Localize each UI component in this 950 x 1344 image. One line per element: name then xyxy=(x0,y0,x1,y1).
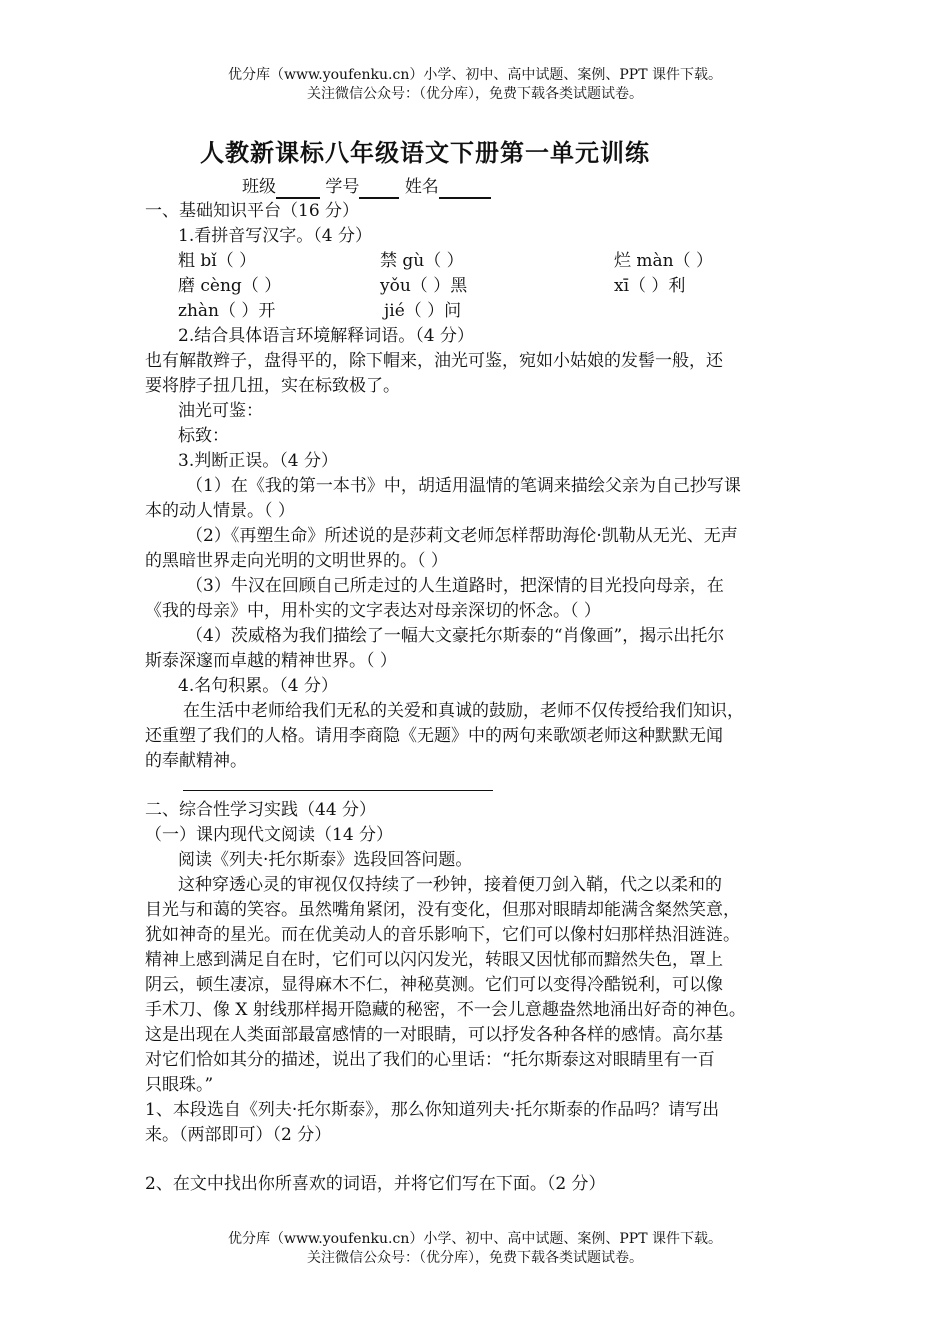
q4-text: 还重塑了我们的人格。请用李商隐《无题》中的两句来歌颂老师这种默默无闻 xyxy=(145,726,723,746)
q4-heading: 4.名句积累。（4 分） xyxy=(178,676,338,696)
q2-text: 要将脖子扭几扭，实在标致极了。 xyxy=(145,376,400,396)
pinyin-item: jié（ ）问 xyxy=(384,301,462,321)
number-label: 学号 xyxy=(325,177,360,197)
q4-text: 在生活中老师给我们无私的关爱和真诚的鼓励，老师不仅传授给我们知识， xyxy=(183,701,744,721)
pinyin-item: xī（ ）利 xyxy=(614,276,686,296)
q3-statement: （2）《再塑生命》所述说的是莎莉文老师怎样帮助海伦·凯勒从无光、无声 xyxy=(186,526,738,546)
passage-line: 这种穿透心灵的审视仅仅持续了一秒钟，接着便刀剑入鞘，代之以柔和的 xyxy=(178,875,722,895)
q3-statement: （1）在《我的第一本书》中，胡适用温情的笔调来描绘父亲为自己抄写课 xyxy=(186,476,741,496)
q1-heading: 1.看拼音写汉字。（4 分） xyxy=(178,226,372,246)
header-line-2: 关注微信公众号：（优分库），免费下载各类试题试卷。 xyxy=(307,86,643,102)
reading-question-1: 1、本段选自《列夫·托尔斯泰》，那么你知道列夫·托尔斯泰的作品吗？请写出 xyxy=(145,1100,720,1120)
q3-statement: 的黑暗世界走向光明的文明世界的。（ ） xyxy=(145,551,448,571)
pinyin-item: yǒu（ ）黑 xyxy=(380,276,468,296)
header-line-1: 优分库（www.youfenku.cn）小学、初中、高中试题、案例、PPT 课件下载。 xyxy=(227,67,722,83)
pinyin-item: 烂 màn（ ） xyxy=(614,251,714,271)
passage-line: 精神上感到满足自在时，它们可以闪闪发光，转眼又因忧郁而黯然失色，罩上 xyxy=(145,950,723,970)
q4-text: 的奉献精神。 xyxy=(145,751,247,771)
section2-sub-heading: （一）课内现代文阅读（14 分） xyxy=(145,825,394,845)
number-blank[interactable] xyxy=(359,179,399,199)
q3-statement: （4）茨威格为我们描绘了一幅大文豪托尔斯泰的“肖像画”，揭示出托尔 xyxy=(186,626,725,646)
answer-line[interactable] xyxy=(183,790,493,791)
q3-heading: 3.判断正误。（4 分） xyxy=(178,451,338,471)
q2-text: 也有解散辫子，盘得平的，除下帽来，油光可鉴，宛如小姑娘的发髻一般，还 xyxy=(145,351,723,371)
reading-instruction: 阅读《列夫·托尔斯泰》选段回答问题。 xyxy=(178,850,473,870)
pinyin-item: 粗 bǐ（ ） xyxy=(178,251,257,271)
reading-question-2: 2、在文中找出你所喜欢的词语，并将它们写在下面。（2 分） xyxy=(145,1174,606,1194)
reading-question-1: 来。（两部即可）（2 分） xyxy=(145,1125,332,1145)
passage-line: 对它们恰如其分的描述，说出了我们的心里话：“托尔斯泰这对眼睛里有一百 xyxy=(145,1050,715,1070)
section2-heading: 二、综合性学习实践（44 分） xyxy=(145,800,377,820)
passage-line: 只眼珠。” xyxy=(145,1075,214,1095)
name-blank[interactable] xyxy=(439,179,491,199)
passage-line: 手术刀、像 X 射线那样揭开隐藏的秘密，不一会儿意趣盎然地涌出好奇的神色。 xyxy=(145,1000,746,1020)
pinyin-item: zhàn（ ）开 xyxy=(178,301,276,321)
q3-statement: （3）牛汉在回顾自己所走过的人生道路时，把深情的目光投向母亲，在 xyxy=(186,576,724,596)
class-blank[interactable] xyxy=(276,179,320,199)
passage-line: 阴云，顿生凄凉，显得麻木不仁，神秘莫测。它们可以变得冷酷锐利，可以像 xyxy=(145,975,723,995)
name-label: 姓名 xyxy=(404,177,439,197)
q3-statement: 斯泰深邃而卓越的精神世界。（ ） xyxy=(145,651,397,671)
section1-heading: 一、基础知识平台（16 分） xyxy=(145,201,360,221)
passage-line: 这是出现在人类面部最富感情的一对眼睛，可以抒发各种各样的感情。高尔基 xyxy=(145,1025,723,1045)
q2-heading: 2.结合具体语言环境解释词语。（4 分） xyxy=(178,326,474,346)
q2-word: 油光可鉴： xyxy=(178,401,263,421)
footer-line-2: 关注微信公众号：（优分库），免费下载各类试题试卷。 xyxy=(307,1250,643,1266)
class-label: 班级 xyxy=(242,177,276,197)
page-title: 人教新课标八年级语文下册第一单元训练 xyxy=(200,138,650,167)
passage-line: 犹如神奇的星光。而在优美动人的音乐影响下，它们可以像村妇那样热泪涟涟。 xyxy=(145,925,740,945)
passage-line: 目光与和蔼的笑容。虽然嘴角紧闭，没有变化，但那对眼睛却能满含粲然笑意， xyxy=(145,900,740,920)
pinyin-item: 磨 cèng（ ） xyxy=(178,276,282,296)
student-info xyxy=(242,175,491,199)
footer-line-1: 优分库（www.youfenku.cn）小学、初中、高中试题、案例、PPT 课件下载。 xyxy=(227,1231,722,1247)
q3-statement: 《我的母亲》中，用朴实的文字表达对母亲深切的怀念。（ ） xyxy=(145,601,601,621)
pinyin-item: 禁 gù（ ） xyxy=(380,251,464,271)
q2-word: 标致： xyxy=(178,426,229,446)
q3-statement: 本的动人情景。（ ） xyxy=(145,501,295,521)
